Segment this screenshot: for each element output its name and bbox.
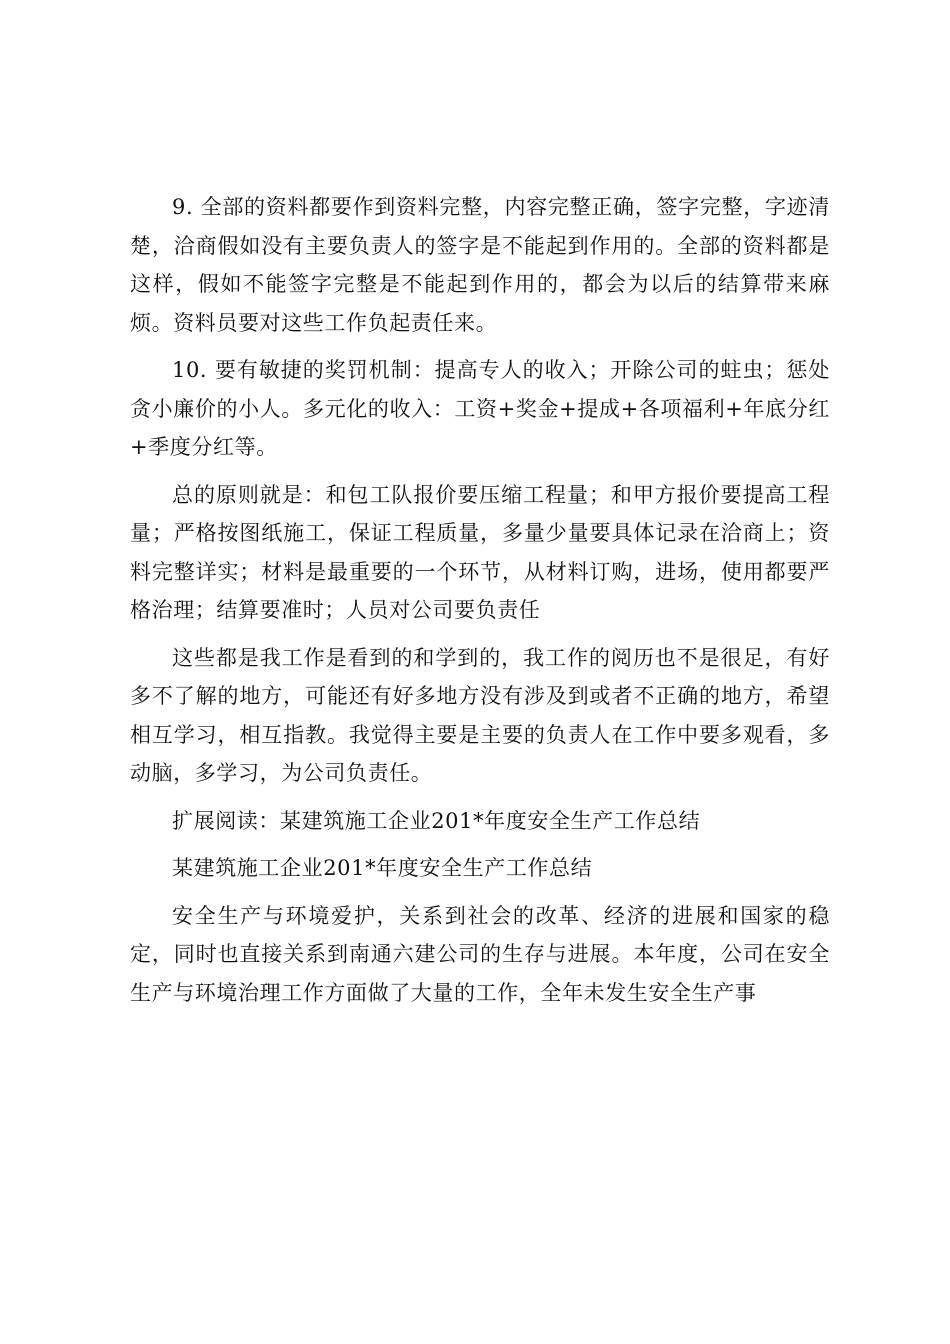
- paragraph-principle: 总的原则就是：和包工队报价要压缩工程量；和甲方报价要提高工程量；严格按图纸施工，保证工程质量，多量少量要具体记录在洽商上；资料完整详实；材料是最重要的一个环节，从材料订购，进场，使用都要严格治理；结算要准时；人员对公司要负责任: [130, 482, 830, 622]
- paragraph-item-9: 9. 全部的资料都要作到资料完整，内容完整正确，签字完整，字迹清楚，洽商假如没有主要负责人的签字是不能起到作用的。全部的资料都是这样，假如不能签字完整是不能起到作用的，都会为以后的结算带来麻烦。资料员要对这些工作负起责任来。: [130, 195, 830, 335]
- paragraph-gap: [130, 888, 830, 897]
- paragraph-gap: [130, 630, 830, 639]
- paragraph-item-10: 10. 要有敏捷的奖罚机制：提高专人的收入；开除公司的蛀虫；惩处贪小廉价的小人。多元化的收入：工资+奖金+提成+各项福利+年底分红+季度分红等。: [130, 358, 830, 459]
- paragraph-gap: [130, 467, 830, 476]
- extended-reading-heading: 扩展阅读：某建筑施工企业201*年度安全生产工作总结: [172, 808, 701, 833]
- document-body: [130, 188, 830, 1012]
- paragraph-gap: [130, 793, 830, 802]
- paragraph-gap: [130, 840, 830, 849]
- paragraph-safety-intro: 安全生产与环境爱护，关系到社会的改革、经济的进展和国家的稳定，同时也直接关系到南通六建公司的生存与进展。本年度，公司在安全生产与环境治理工作方面做了大量的工作，全年未发生安全生产事: [130, 903, 830, 1005]
- paragraph-gap: [130, 342, 830, 351]
- report-title: 某建筑施工企业201*年度安全生产工作总结: [172, 856, 593, 880]
- paragraph-conclusion: 这些都是我工作是看到的和学到的，我工作的阅历也不是很足，有好多不了解的地方，可能还有好多地方没有涉及到或者不正确的地方，希望相互学习，相互指教。我觉得主要是主要的负责人在工作中要多观看，多动脑，多学习，为公司负责任。: [130, 645, 830, 785]
